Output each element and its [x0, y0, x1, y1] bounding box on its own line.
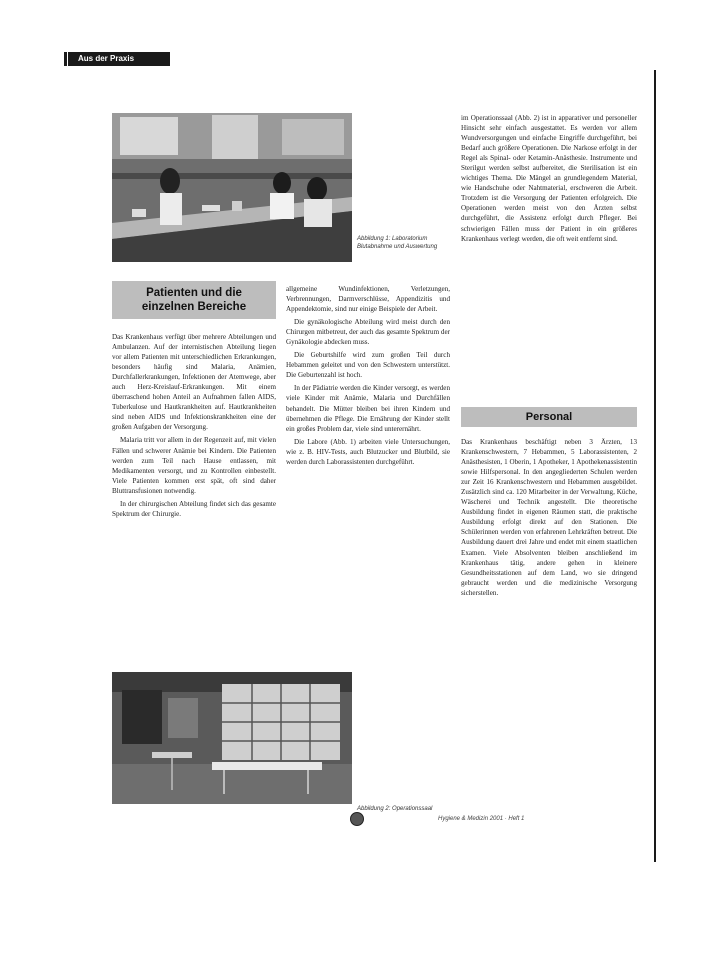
- middle-paragraph: In der Pädiatrie werden die Kinder versorgt, es werden viele Kinder mit Anämie, Malaria und Durchfällen behandelt. Die Mütter bleiben bei ihren Kindern und übernehmen die Pflege. Die Ernährung der Kinder stellt ein großes Problem dar, viele sind unterernährt.: [286, 384, 450, 433]
- figure-1-caption: Abbildung 1: Laboratorium Blutabnahme und Auswertung: [357, 236, 438, 250]
- right-text-column-lower: [461, 437, 637, 721]
- right-margin-rule: [654, 70, 656, 862]
- operating-room-image: [112, 672, 352, 804]
- laboratory-image: [112, 113, 352, 262]
- right-paragraph: im Operationssaal (Abb. 2) ist in apparativer und personeller Hinsicht sehr einfach ausgestattet. Es werden vor allem Wundversorgungen und einfache Eingriffe durchgeführt, bei Bedarf auch größere Operationen. Die Narkose erfolgt in der Regel als Spinal- oder Ketamin-Anästhesie. Instrumente und Sterilgut werden selbst aufbereitet, die Sterilisation ist ein wichtiges Thema. Die Mängel an grundlegendem Material, wie Handschuhe oder Nahtmaterial, erschweren die Arbeit. Trotzdem ist die Versorgung der Patienten erfolgreich. Die Operationen werden meist von den Ärzten selbst durchgeführt, die Assistenz erfolgt durch Pfleger. Bei schwierigen Fällen muss der Patient in ein größeres Krankenhaus verlegt werden, die oft weit entfernt sind.: [461, 114, 637, 243]
- middle-paragraph: Die Labore (Abb. 1) arbeiten viele Untersuchungen, wie z. B. HIV-Tests, auch Blutzucker und Blutbild, sie werden durch Laborassistenten durchgeführt.: [286, 437, 450, 466]
- journal-reference: Hygiene & Medizin 2001 · Heft 1: [438, 816, 525, 822]
- middle-paragraph: Die gynäkologische Abteilung wird meist durch den Chirurgen mitbetreut, der auch das gesamte Spektrum der Gynäkologie abdecken muss.: [286, 318, 450, 347]
- operating-room-photo: [112, 672, 352, 804]
- left-text-column: [112, 332, 276, 638]
- right-text-column-upper: [461, 113, 637, 375]
- laboratory-photo: [112, 113, 352, 262]
- left-paragraph: Das Krankenhaus verfügt über mehrere Abteilungen und Ambulanzen. Auf der internistischen Abteilung liegen vor allem Patienten mit unterschiedlichen Erkrankungen, besonders häufig sind Malaria, Anämien, Durchfallerkrankungen, Infektionen der Atemwege, aber auch Herz-Kreislauf-Erkrankungen. Mit einem überraschend hohen Anteil an Aufnahmen fallen AIDS, Tuberkulose und Hautkrankheiten auf. Hautkrankheiten sind neben AIDS und Infektionskrankheiten eine der großen Aufgaben der Versorgung.: [112, 333, 276, 432]
- patients-section-heading: [112, 281, 276, 319]
- personnel-section-heading: Personal: [461, 407, 637, 427]
- figure-2-caption: Abbildung 2: Operationssaal: [357, 806, 433, 812]
- personnel-paragraph: Das Krankenhaus beschäftigt neben 3 Ärzten, 13 Krankenschwestern, 7 Hebammen, 5 Laborassistenten, 2 Anästhesisten, 1 Oberin, 1 Apotheker, 1 Apothekenassistentin sowie Hilfspersonal. In den angegliederten Schulen werden zur Zeit 16 Krankenschwestern und Hebammen ausgebildet. Zusätzlich sind ca. 120 Mitarbeiter in der Verwaltung, Küche, Wäscherei und Technik angestellt. Die theoretische Ausbildung findet in eigenen Räumen statt, die praktische Ausbildung erfolgt direkt auf den Stationen. Die Schülerinnen werden von erfahrenen Lehrkräften betreut. Die Ausbildung dauert drei Jahre und endet mit einem staatlichen Examen. Viele Absolventen bleiben anschließend im Krankenhaus tätig, andere gehen in kleinere Gesundheitsstationen auf dem Land, wo sie dringend gebraucht werden und die medizinische Versorgung sicherstellen.: [461, 438, 637, 597]
- section-header-tag: Aus der Praxis: [68, 52, 170, 66]
- middle-paragraph: allgemeine Wundinfektionen, Verletzungen, Verbrennungen, Darmverschlüsse, Appendizitis und Appendektomie, sind nur einige Beispiele der Arbeit.: [286, 285, 450, 314]
- middle-text-column: [286, 284, 450, 638]
- left-paragraph: In der chirurgischen Abteilung findet sich das gesamte Spektrum der Chirurgie.: [112, 499, 276, 518]
- middle-paragraph: Die Geburtshilfe wird zum großen Teil durch Hebammen geleitet und von den Schwestern unterstützt. Die Geburtenzahl ist hoch.: [286, 351, 450, 380]
- patients-heading-line-2: einzelnen Bereiche: [141, 301, 247, 313]
- patients-heading-line-1: Patienten und die: [146, 287, 242, 299]
- left-paragraph: Malaria tritt vor allem in der Regenzeit auf, mit vielen Fällen und schwerer Anämie bei Kindern. Die Patienten werden zum Teil nach Hause entlassen, mit Medikamenten versorgt, und zu Kontrollen einbestellt. Viele Patienten kommen erst spät, oft sind daher Bluttransfusionen notwendig.: [112, 436, 276, 495]
- page-footer: [350, 812, 670, 830]
- journal-logo-icon: [350, 812, 364, 826]
